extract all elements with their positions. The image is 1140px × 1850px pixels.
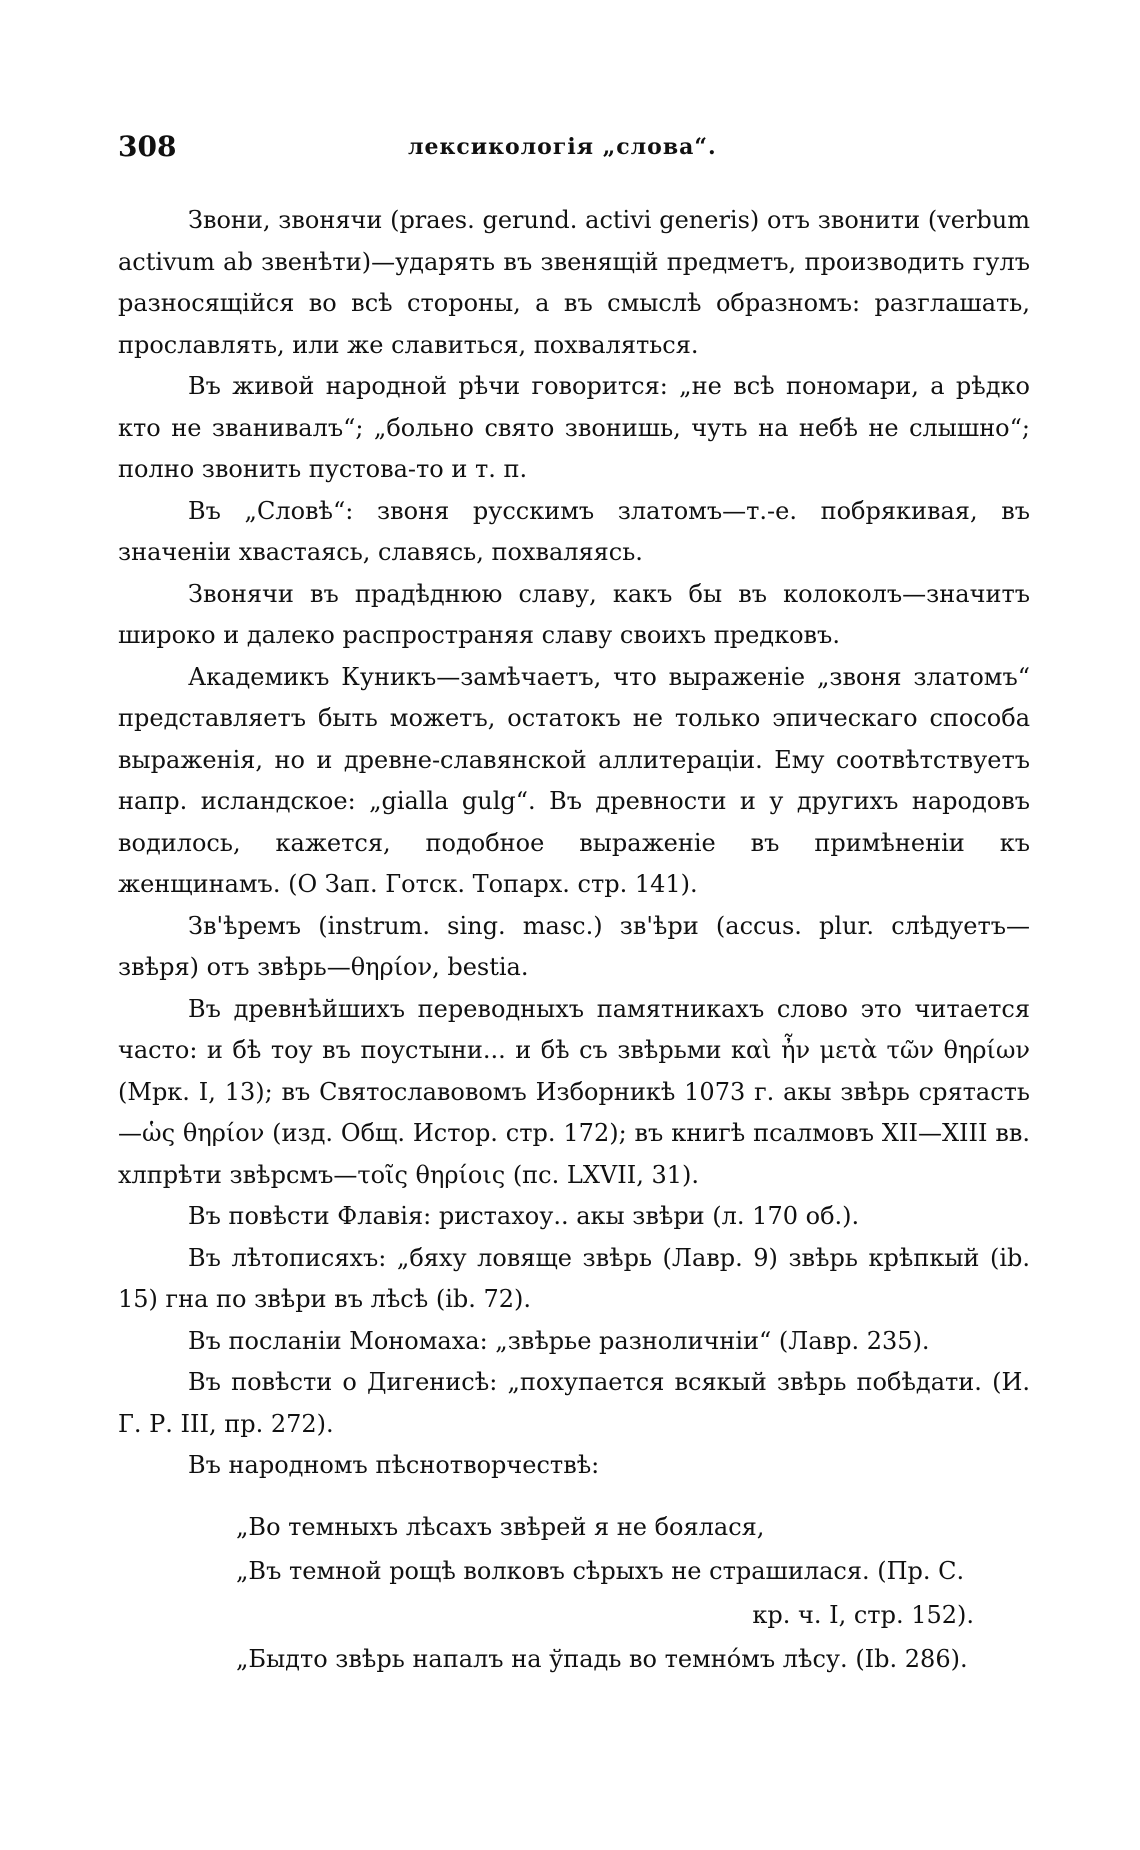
page-header — [118, 130, 1028, 170]
verse-quote — [118, 1505, 1030, 1681]
paragraph: Въ повѣсти о Дигенисѣ: „похупается всякый звѣрь побѣдати. (И. Г. Р. III, пр. 272). — [118, 1368, 1030, 1438]
verse-reference: кр. ч. I, стр. 152). — [752, 1600, 974, 1629]
paragraph: Академикъ Куникъ—замѣчаетъ, что выраженіе „звоня златомъ“ представляетъ быть можетъ, остатокъ не только эпическаго способа выраженія, но и древне-славянской аллитераціи. Ему соотвѣтствуетъ напр. исландское: „gialla gulg“. Въ древности и у другихъ народовъ водилось, кажется, подобное выраженіе въ примѣненіи къ женщинамъ. (О Зап. Готск. Топарх. стр. 141). — [118, 662, 1030, 898]
verse-line: „Въ темной рощѣ волковъ сѣрыхъ не страшилася. (Пр. С. — [236, 1556, 965, 1585]
paragraph: Зв'ѣремъ (instrum. sing. masc.) зв'ѣри (accus. plur. слѣдуетъ—звѣря) отъ звѣрь—θηρίον, bestia. — [118, 911, 1030, 981]
paragraph: Въ посланіи Мономаха: „звѣрье разноличніи“ (Лавр. 235). — [188, 1326, 930, 1355]
paragraph: Въ „Словѣ“: звоня русскимъ златомъ—т.-е. побрякивая, въ значеніи хвастаясь, славясь, похваляясь. — [118, 496, 1030, 566]
paragraph: Въ живой народной рѣчи говорится: „не всѣ пономари, а рѣдко кто не званивалъ“; „больно свято звонишь, чуть на небѣ не слышно“; полно звонить пустова-то и т. п. — [118, 372, 1030, 483]
page-body — [118, 200, 1030, 1681]
paragraph: Въ народномъ пѣснотворчествѣ: — [188, 1451, 600, 1479]
paragraph: Въ древнѣйшихъ переводныхъ памятникахъ слово это читается часто: и бѣ тоу въ поустыни... и бѣ съ звѣрьми καὶ ἦν μετὰ τῶν θηρίων (Мрк. I, 13); въ Святославовомъ Изборникѣ 1073 г. акы звѣрь срятасть—ὡς θηρίον (изд. Общ. Истор. стр. 172); въ книгѣ псалмовъ XII—XIII вв. хлпрѣти звѣрсмъ—τοῖς θηρίοις (пс. LXVII, 31). — [118, 994, 1030, 1189]
paragraph: Звонячи въ прадѣднюю славу, какъ бы въ колоколъ—значитъ широко и далеко распространяя славу своихъ предковъ. — [118, 579, 1030, 649]
verse-line: „Быдто звѣрь напалъ на ўпадь во темнóмъ лѣсу. (Ib. 286). — [236, 1644, 968, 1673]
paragraph: Звони, звонячи (praes. gerund. activi generis) отъ звонити (verbum activum ab звенѣти)—ударять въ звенящій предметъ, производить гулъ разносящійся во всѣ стороны, а въ смыслѣ образномъ: разглашать, прославлять, или же славиться, похваляться. — [118, 206, 1030, 359]
running-title: лексикологія „слова“. — [408, 134, 717, 160]
page-number: 308 — [118, 130, 177, 163]
paragraph: Въ лѣтописяхъ: „бяху ловяще звѣрь (Лавр. 9) звѣрь крѣпкый (ib. 15) гна по звѣри въ лѣсѣ (ib. 72). — [118, 1243, 1030, 1313]
verse-line: „Во темныхъ лѣсахъ звѣрей я не боялася, — [236, 1512, 765, 1541]
paragraph: Въ повѣсти Флавія: ристахоу.. акы звѣри (л. 170 об.). — [188, 1202, 860, 1230]
